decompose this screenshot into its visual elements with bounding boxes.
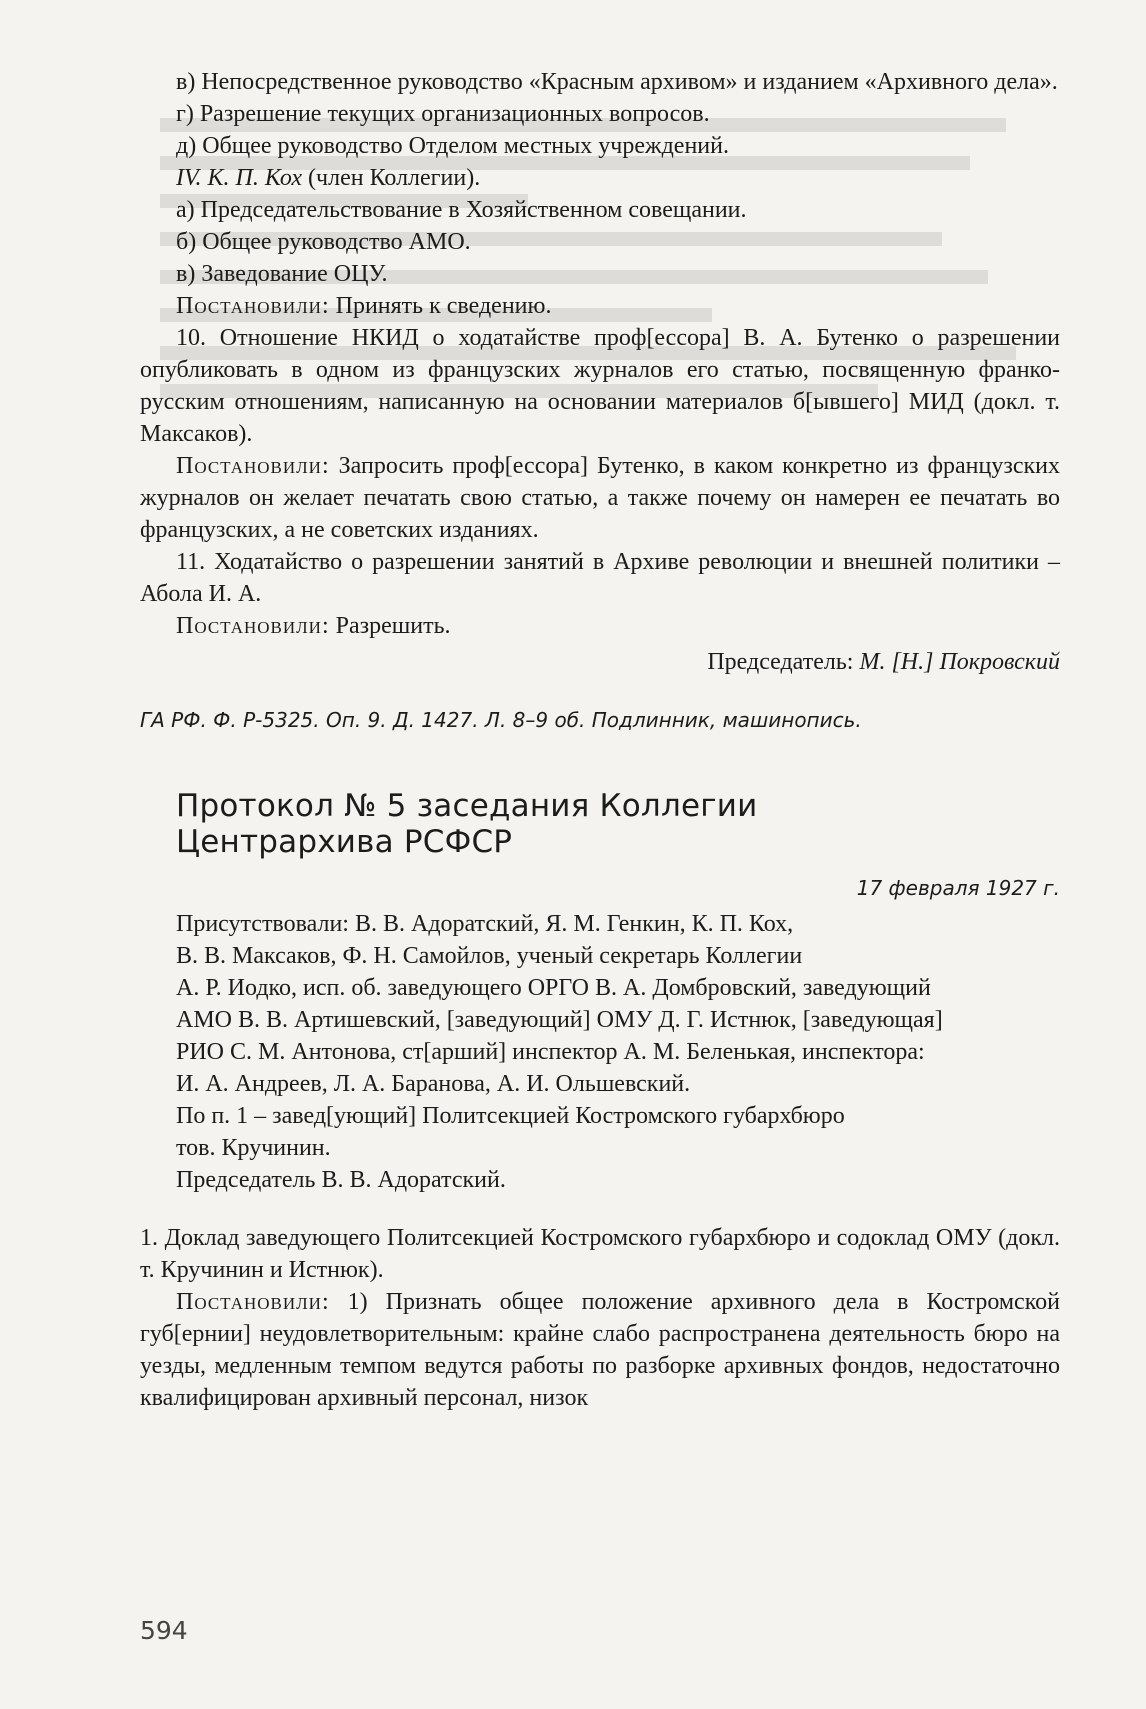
attendees-line: РИО С. М. Антонова, ст[арший] инспектор А. М. Беленькая, инспектора:	[176, 1039, 925, 1065]
item-local-institutions: д) Общее руководство Отделом местных учреждений.	[176, 133, 729, 159]
decision-10	[140, 450, 1060, 546]
protocol-title	[176, 788, 1060, 860]
decision-10-text: Запросить проф[ессора] Бутенко, в каком конкретно из французских журналов он желает печатать свою статью, а также почему он намерен ее печатать во французских, а не советских изданиях.	[140, 453, 1060, 543]
agenda-item-11: 11. Ходатайство о разрешении занятий в Архиве революции и внешней политики – Абола И. А.	[140, 549, 1060, 607]
item-economic-council: а) Председательствование в Хозяйственном совещании.	[176, 197, 747, 223]
protocol-date: 17 февраля 1927 г.	[856, 876, 1060, 900]
attendees-line: По п. 1 – завед[ующий] Политсекцией Костромского губархбюро	[176, 1103, 845, 1129]
decision-1-text: 1) Признать общее положение архивного дела в Костромской губ[ернии] неудовлетворительным: крайне слабо распространена деятельность бюро на уезды, медленным темпом ведутся работы по разборке архивных фондов, недостаточно квалифицирован архивный персонал, низок	[140, 1289, 1060, 1411]
decision-label: Постановили:	[176, 1289, 330, 1315]
decision-1	[140, 1286, 1060, 1414]
decision-label: Постановили:	[176, 453, 330, 479]
chairman-name: М. [Н.] Покровский	[859, 649, 1060, 675]
item-amo-management: б) Общее руководство АМО.	[176, 229, 471, 255]
attendees-line: АМО В. В. Артишевский, [заведующий] ОМУ Д. Г. Истнюк, [заведующая]	[176, 1007, 943, 1033]
chairman-label: Председатель:	[707, 649, 854, 675]
item-ocu-management: в) Заведование ОЦУ.	[176, 261, 388, 287]
protocol-title-line-2: Центрархива РСФСР	[176, 824, 513, 860]
agenda-item-1: 1. Доклад заведующего Политсекцией Костромского губархбюро и содоклад ОМУ (докл. т. Кручинин и Истнюк).	[140, 1225, 1060, 1283]
member-kox-name: IV. К. П. Кох	[176, 165, 303, 191]
attendees-line: В. В. Максаков, Ф. Н. Самойлов, ученый секретарь Коллегии	[176, 943, 803, 969]
attendees-line: Присутствовали: В. В. Адоратский, Я. М. Генкин, К. П. Кох,	[176, 911, 794, 937]
attendees-line: тов. Кручинин.	[176, 1135, 331, 1161]
decision-label: Постановили:	[176, 293, 330, 319]
protocol-title-line-1: Протокол № 5 заседания Коллегии	[176, 788, 758, 824]
page-number: 594	[140, 1616, 188, 1645]
member-kox-heading	[140, 162, 1060, 194]
decision-9-text: Принять к сведению.	[335, 293, 552, 319]
attendees-line: Председатель В. В. Адоратский.	[176, 1167, 506, 1193]
attendees-line: И. А. Андреев, Л. А. Баранова, А. И. Ольшевский.	[176, 1071, 691, 1097]
decision-11-text: Разрешить.	[335, 613, 451, 639]
attendees-list	[176, 908, 1060, 1196]
item-management-red-archive: в) Непосредственное руководство «Красным архивом» и изданием «Архивного дела».	[176, 69, 1058, 95]
page-body	[140, 66, 1060, 1414]
item-current-questions: г) Разрешение текущих организационных вопросов.	[176, 101, 710, 127]
agenda-item-10: 10. Отношение НКИД о ходатайстве проф[ессора] В. А. Бутенко о разрешении опубликовать в одном из французских журналов его статью, посвященную франко-русским отношениям, написанную на основании материалов б[ывшего] МИД (докл. т. Максаков).	[140, 325, 1060, 447]
protocol-items	[140, 1222, 1060, 1414]
decision-11	[140, 610, 1060, 642]
archival-source-note: ГА РФ. Ф. Р-5325. Оп. 9. Д. 1427. Л. 8–9 об. Подлинник, машинопись.	[140, 708, 862, 732]
decision-9	[140, 290, 1060, 322]
member-kox-role: (член Коллегии).	[308, 165, 481, 191]
attendees-line: А. Р. Иодко, исп. об. заведующего ОРГО В. А. Домбровский, заведующий	[176, 975, 931, 1001]
chairman-signature	[140, 646, 1060, 678]
decision-label: Постановили:	[176, 613, 330, 639]
